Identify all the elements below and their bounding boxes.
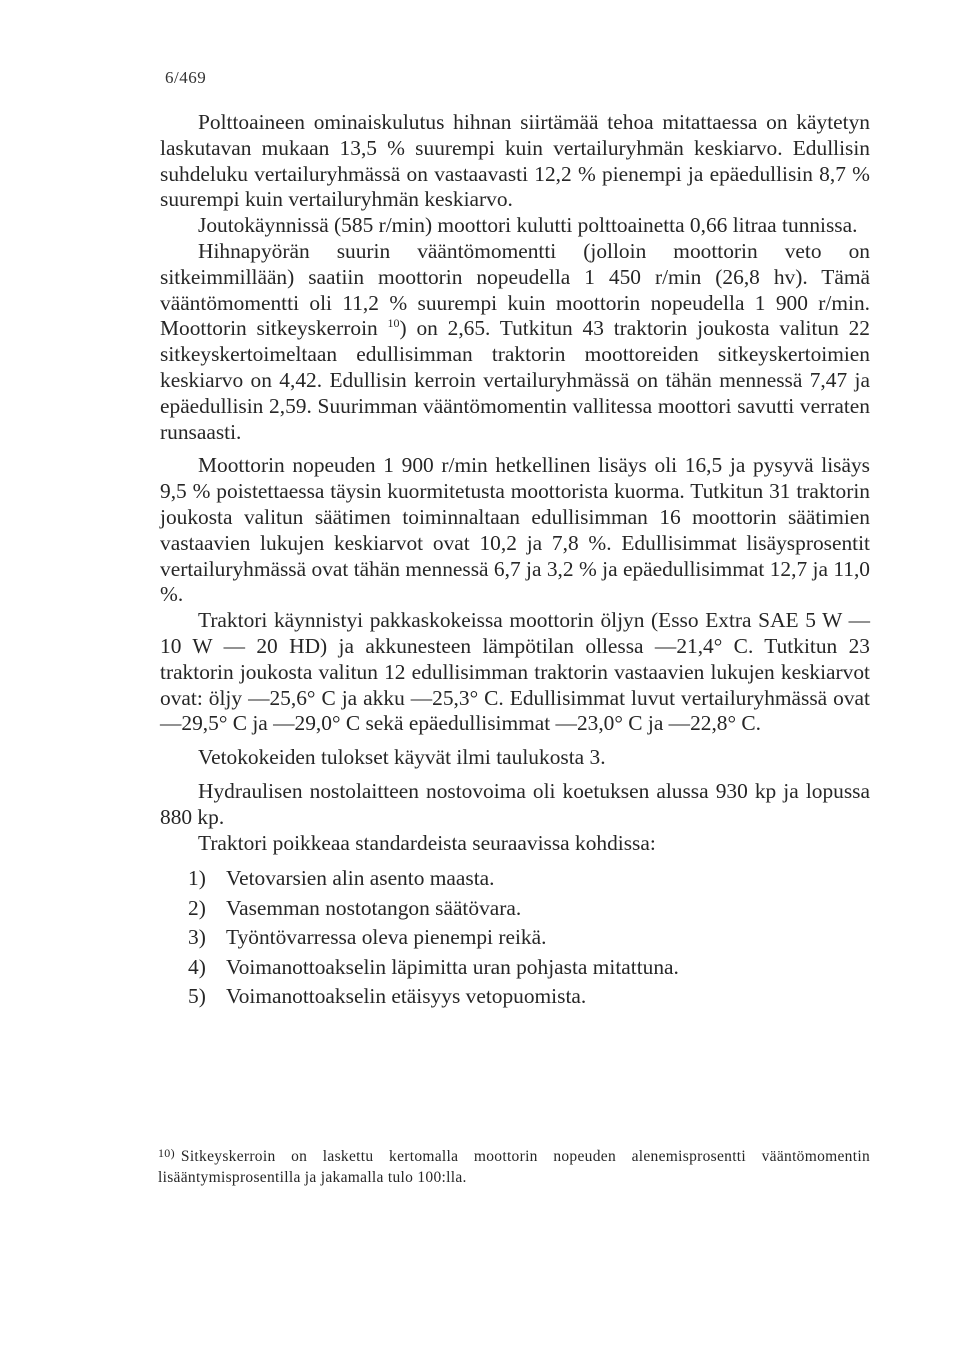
list-item-text: Voimanottoakselin etäisyys vetopuomista.: [226, 984, 587, 1009]
list-item-text: Vetovarsien alin asento maasta.: [226, 866, 495, 891]
page-number: 6/469: [165, 68, 207, 87]
list-item: [188, 923, 870, 953]
deviations-intro: Traktori poikkeaa standardeista seuraavissa kohdissa:: [198, 830, 656, 855]
list-item-number: 5): [188, 984, 206, 1009]
list-item: [188, 982, 870, 1012]
list-item-number: 1): [188, 866, 206, 891]
list-item-text: Työntövarressa oleva pienempi reikä.: [226, 925, 547, 950]
paragraph-hydraulic-lift: Hydraulisen nostolaitteen nostovoima oli koetuksen alussa 930 kp ja lopussa 880 kp.: [160, 778, 870, 829]
footnote-text: Sitkeyskerroin on laskettu kertomalla moottorin nopeuden alenemisprosentti vääntömomentin lisääntymisprosentilla ja jakamalla tulo 100:lla.: [158, 1148, 870, 1186]
list-item-number: 4): [188, 954, 206, 979]
list-item-number: 2): [188, 895, 206, 920]
paragraph-idle-consumption: Joutokäynnissä (585 r/min) moottori kulutti polttoainetta 0,66 litraa tunnissa.: [198, 213, 858, 238]
list-item: [188, 864, 870, 894]
paragraph-fuel-consumption: Polttoaineen ominaiskulutus hihnan siirtämää tehoa mitattaessa on käytetyn laskutavan mukaan 13,5 % suurempi kuin vertailuryhmän keskiarvo. Edullisin suhdeluku vertailuryhmässä on vastaavasti 12,2 % pienempi ja epäedullisin 8,7 % suurempi kuin vertailuryhmän keskiarvo.: [160, 110, 870, 212]
footnote-reference: 10: [387, 316, 400, 331]
paragraph-cold-start: Traktori käynnistyi pakkaskokeissa moottorin öljyn (Esso Extra SAE 5 W — 10 W — 20 HD) ja akkunesteen lämpötilan ollessa —21,4° C. Tutkitun 23 traktorin joukosta valitun 12 edullisimman traktorin vastaavien lukujen keskiarvot ovat: öljy —25,6° C ja akku —25,3° C. Edullisimmat luvut vertailuryhmässä ovat —29,5° C ja —29,0° C sekä epäedullisimmat —23,0° C ja —22,8° C.: [160, 608, 870, 736]
body-text: [160, 110, 870, 1012]
torque-text-before-ref: Hihnapyörän suurin vääntömomentti (jolloin moottorin veto on sitkeimmillään) saatiin moottorin nopeudella 1 450 r/min (26,8 hv). Tämä vääntömomentti oli 11,2 % suurempi kuin moottorin nopeudella 1 900 r/min. Moottorin sitkeyskerroin: [160, 238, 870, 341]
paragraph-torque: [160, 239, 870, 445]
list-item-number: 3): [188, 925, 206, 950]
deviations-list: [160, 864, 870, 1012]
paragraph-draw-tests: Vetokokeiden tulokset käyvät ilmi taulukosta 3.: [198, 745, 606, 770]
list-item-text: Voimanottoakselin läpimitta uran pohjasta mitattuna.: [226, 954, 679, 979]
footnote: [158, 1143, 870, 1188]
footnote-mark: 10): [158, 1146, 175, 1160]
list-item: [188, 894, 870, 924]
torque-text-after-ref: ) on 2,65. Tutkitun 43 traktorin joukosta valitun 22 sitkeyskertoimeltaan edullisimman traktorin moottoreiden sitkeyskertoimien keskiarvo on 4,42. Edullisin kerroin vertailuryhmässä on tähän mennessä 7,47 ja epäedullisin 2,59. Suurimman vääntömomentin vallitessa moottori savutti verraten runsaasti.: [160, 316, 870, 444]
paragraph-engine-speed: Moottorin nopeuden 1 900 r/min hetkellinen lisäys oli 16,5 ja pysyvä lisäys 9,5 % poistettaessa täysin kuormitetusta moottorista kuorma. Tutkitun 31 traktorin joukosta valitun säätimen toiminnaltaan edullisimman 16 moottorin säätimien vastaavien lukujen keskiarvot ovat 10,2 ja 7,8 %. Edullisimmat lisäysprosentit vertailuryhmässä ovat tähän mennessä 6,7 ja 3,2 % ja epäedullisimmat 12,7 ja 11,0 %.: [160, 453, 870, 607]
list-item: [188, 953, 870, 983]
list-item-text: Vasemman nostotangon säätövara.: [226, 895, 522, 920]
